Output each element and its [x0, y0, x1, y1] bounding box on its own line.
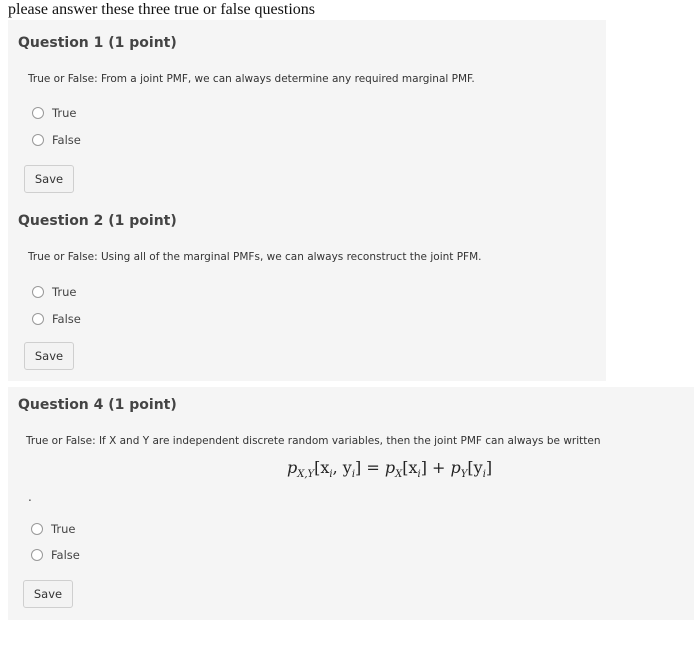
formula-rhs2-p: p	[450, 458, 461, 477]
formula-rhs2-close: ]	[485, 458, 493, 477]
formula-lhs-i: i	[329, 469, 333, 481]
question-4-text: True or False: If X and Y are independent discrete random variables, then the joint PMF can always be written	[26, 435, 601, 447]
radio-true[interactable]	[32, 107, 44, 119]
question-1-option-true[interactable]	[32, 105, 76, 121]
formula-rhs1-p: p	[384, 458, 396, 477]
question-2-points: (1 point)	[108, 213, 177, 229]
radio-false[interactable]	[31, 549, 43, 561]
question-1-save-button[interactable]: Save	[24, 165, 74, 193]
page-heading: please answer these three true or false questions	[8, 1, 315, 18]
question-1-points: (1 point)	[108, 35, 177, 51]
question-2-box	[8, 201, 606, 381]
option-label: True	[52, 285, 77, 299]
question-4-option-true[interactable]	[31, 521, 75, 537]
question-4-points: (1 point)	[108, 397, 177, 413]
radio-false[interactable]	[32, 313, 44, 325]
question-1-title	[18, 35, 177, 51]
formula-trailing-period: .	[28, 490, 32, 504]
formula-lhs-args: [x	[314, 458, 330, 477]
formula-lhs-p: p	[287, 458, 298, 477]
question-2-option-true[interactable]	[32, 284, 76, 300]
formula-lhs-i2: i	[351, 469, 356, 481]
formula-rhs1-close: ]	[420, 458, 427, 477]
formula-rhs2-i: i	[482, 469, 486, 481]
formula-rhs1-i: i	[417, 469, 421, 481]
joint-pmf-formula	[287, 458, 492, 480]
option-label: False	[51, 548, 80, 562]
question-4-save-button[interactable]: Save	[23, 580, 73, 608]
question-2-text: True or False: Using all of the marginal PMFs, we can always reconstruct the joint PFM.	[28, 251, 482, 263]
question-1-box	[8, 20, 606, 201]
formula-lhs-sub: X,Y	[297, 469, 315, 481]
formula-rhs2-sub: Y	[460, 469, 468, 481]
radio-true[interactable]	[32, 286, 44, 298]
question-4-box	[8, 387, 694, 620]
question-2-title	[18, 213, 177, 229]
formula-rhs1-sub: X	[395, 469, 403, 481]
question-4-title	[18, 397, 177, 413]
formula-lhs-close: ]	[355, 458, 362, 477]
formula-lhs-mid: , y	[332, 458, 352, 477]
formula-plus: +	[426, 458, 451, 477]
option-label: False	[52, 312, 81, 326]
radio-false[interactable]	[32, 134, 44, 146]
formula-rhs2-args: [y	[467, 458, 483, 477]
question-2-number: Question 2	[18, 213, 104, 229]
option-label: True	[51, 522, 76, 536]
formula-rhs1-args: [x	[402, 458, 418, 477]
question-2-option-false[interactable]	[32, 311, 81, 327]
question-1-option-false[interactable]	[32, 132, 81, 148]
question-1-number: Question 1	[18, 35, 104, 51]
question-1-text: True or False: From a joint PMF, we can always determine any required marginal PMF.	[28, 73, 475, 85]
option-label: True	[52, 106, 77, 120]
option-label: False	[52, 133, 81, 147]
question-4-option-false[interactable]	[31, 547, 80, 563]
question-2-save-button[interactable]: Save	[24, 342, 74, 370]
formula-equals: =	[361, 458, 385, 477]
radio-true[interactable]	[31, 523, 43, 535]
question-4-number: Question 4	[18, 397, 104, 413]
